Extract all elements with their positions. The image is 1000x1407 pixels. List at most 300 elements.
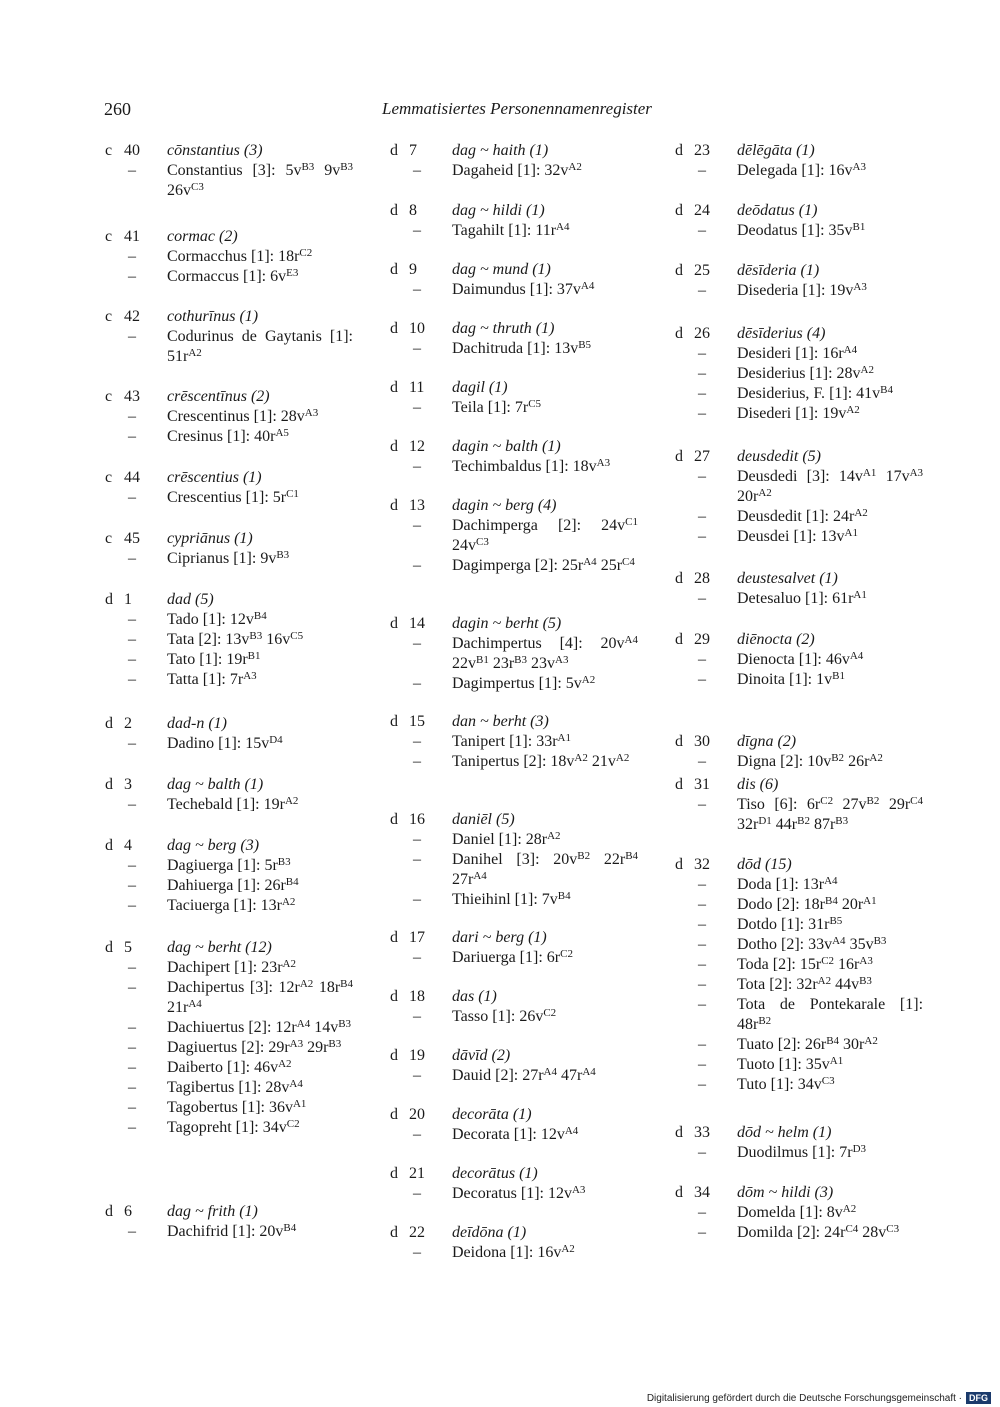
form-text: Techebald [1]: $19r^{A2}$ — [167, 795, 299, 813]
form-text: Tuto [1]: $34v^{C3}$ — [737, 1075, 835, 1093]
entry-form — [105, 549, 355, 569]
folio-superscript: A2 — [817, 975, 832, 987]
index-entry — [390, 810, 640, 910]
form-dash: – — [128, 408, 136, 425]
folio-superscript: B4 — [826, 1035, 840, 1047]
folio-superscript: C5 — [290, 630, 304, 642]
entry-lemma: crēscentius (1) — [167, 469, 262, 486]
form-text: Tado [1]: $12v^{B4}$ — [167, 610, 267, 628]
entry-lemma: decorāta (1) — [452, 1106, 532, 1123]
form-text: Teila [1]: $7r^{C5}$ — [452, 398, 542, 416]
entry-letter: d — [390, 929, 398, 946]
entry-letter: c — [105, 142, 113, 159]
index-entry — [675, 775, 925, 835]
form-dash: – — [128, 611, 136, 628]
entry-number: 44 — [124, 469, 140, 486]
entry-form — [675, 752, 925, 772]
index-entry — [675, 1183, 925, 1243]
folio-superscript: A2 — [568, 161, 582, 173]
entry-letter: d — [675, 325, 683, 342]
entry-headword — [390, 810, 640, 830]
form-dash: – — [128, 897, 136, 914]
entry-lemma: dag ~ hildi (1) — [452, 202, 545, 219]
entry-form — [105, 734, 355, 754]
folio-superscript: A1 — [844, 527, 858, 539]
folio-superscript: E3 — [286, 267, 299, 279]
index-entry — [390, 1105, 640, 1145]
form-text: Tiso [6]: $6r^{C2}$ $27v^{B2}$ $29r^{C4}$ $32r^{D1}$ $44r^{B2}$ $87r^{B3}$ — [737, 795, 923, 833]
folio-superscript: A4 — [556, 221, 570, 233]
form-text: Domelda [1]: $8v^{A2}$ — [737, 1203, 857, 1221]
entry-form — [675, 364, 925, 384]
index-entry — [105, 590, 355, 690]
folio-superscript: B2 — [758, 1015, 772, 1027]
entry-form — [390, 398, 640, 418]
folio-superscript: B3 — [301, 161, 315, 173]
entry-lemma: cypriānus (1) — [167, 530, 253, 547]
entry-number: 27 — [694, 448, 710, 465]
entry-lemma: dag ~ berht (12) — [167, 939, 272, 956]
form-dash: – — [413, 1067, 421, 1084]
form-dash: – — [698, 345, 706, 362]
entry-lemma: dag ~ berg (3) — [167, 837, 260, 854]
form-text: Dariuerga [1]: $6r^{C2}$ — [452, 948, 573, 966]
folio-superscript: B4 — [285, 876, 299, 888]
entry-lemma: dan ~ berht (3) — [452, 713, 549, 730]
entry-letter: d — [390, 1224, 398, 1241]
folio-superscript: B3 — [328, 1038, 342, 1050]
entry-number: 16 — [409, 811, 425, 828]
entry-lemma: deustesalvet (1) — [737, 570, 838, 587]
form-text: Danihel [3]: $20v^{B2}$ $22r^{B4}$ $27r^{A4}$ — [452, 850, 639, 888]
folio-superscript: A4 — [296, 1018, 311, 1030]
entry-letter: d — [105, 837, 113, 854]
folio-superscript: A3 — [289, 1038, 304, 1050]
entry-number: 19 — [409, 1047, 425, 1064]
entry-number: 21 — [409, 1165, 425, 1182]
entry-headword — [675, 261, 925, 281]
form-dash: – — [698, 956, 706, 973]
page-number: 260 — [104, 99, 131, 119]
entry-number: 2 — [124, 715, 132, 732]
entry-headword — [390, 201, 640, 221]
entry-letter: d — [390, 320, 398, 337]
index-entry — [675, 569, 925, 609]
entry-form — [105, 488, 355, 508]
entry-headword — [675, 324, 925, 344]
entry-form — [675, 1203, 925, 1223]
entry-form — [675, 467, 925, 507]
entry-form — [390, 457, 640, 477]
entry-form — [675, 670, 925, 690]
index-entry — [675, 324, 925, 424]
form-text: Disederia [1]: $19v^{A3}$ — [737, 281, 867, 299]
entry-letter: d — [675, 1124, 683, 1141]
entry-letter: d — [105, 776, 113, 793]
footer-credit — [647, 1392, 991, 1404]
folio-superscript: A4 — [849, 650, 864, 662]
entry-letter: d — [675, 631, 683, 648]
folio-superscript: B1 — [852, 221, 866, 233]
index-entry — [105, 387, 355, 447]
entry-headword — [675, 447, 925, 467]
entry-number: 8 — [409, 202, 417, 219]
index-entry — [390, 260, 640, 300]
index-entry — [105, 307, 355, 367]
entry-number: 40 — [124, 142, 140, 159]
folio-superscript: D4 — [269, 734, 283, 746]
form-text: Tanipertus [2]: $18v^{A2}$ $21v^{A2}$ — [452, 752, 630, 770]
folio-superscript: A4 — [188, 998, 202, 1010]
entry-letter: d — [390, 1165, 398, 1182]
index-entry — [390, 1223, 640, 1263]
form-text: Duodilmus [1]: $7r^{D3}$ — [737, 1143, 867, 1161]
entry-lemma: dagin ~ berht (5) — [452, 615, 562, 632]
index-entry — [105, 714, 355, 754]
entry-number: 43 — [124, 388, 140, 405]
form-dash: – — [128, 1039, 136, 1056]
entry-form — [105, 896, 355, 916]
entry-headword — [105, 775, 355, 795]
entry-form — [675, 1035, 925, 1055]
footer-text: Digitalisierung gefördert durch die Deutsche Forschungsgemeinschaft · — [646, 1392, 962, 1404]
form-text: Dodo [2]: $18r^{B4}$ $20r^{A1}$ — [737, 895, 877, 913]
entry-headword — [105, 468, 355, 488]
folio-superscript: C1 — [625, 516, 638, 528]
form-dash: – — [698, 508, 706, 525]
folio-superscript: B3 — [338, 1018, 352, 1030]
folio-superscript: B5 — [578, 339, 592, 351]
form-dash: – — [413, 1244, 421, 1261]
folio-superscript: A1 — [862, 467, 877, 479]
entry-number: 25 — [694, 262, 710, 279]
form-dash: – — [128, 979, 136, 996]
form-text: Digna [2]: $10v^{B2}$ $26r^{A2}$ — [737, 752, 883, 770]
entry-letter: d — [675, 448, 683, 465]
entry-form — [675, 1075, 925, 1095]
form-text: Tuoto [1]: $35v^{A1}$ — [737, 1055, 844, 1073]
entry-letter: d — [105, 591, 113, 608]
entry-lemma: dad-n (1) — [167, 715, 227, 732]
folio-superscript: C2 — [821, 955, 835, 967]
entry-headword — [390, 496, 640, 516]
entry-number: 33 — [694, 1124, 710, 1141]
entry-number: 9 — [409, 261, 417, 278]
form-text: Dachimpertus [4]: $20v^{A4}$ $22v^{B1}$ $23r^{B3}$ $23v^{A3}$ — [452, 634, 638, 672]
entry-letter: d — [675, 262, 683, 279]
form-text: Desideri [1]: $16r^{A4}$ — [737, 344, 858, 362]
entry-form — [390, 850, 640, 890]
form-text: Dachipertus [3]: $12r^{A2}$ $18r^{B4}$ $21r^{A4}$ — [167, 978, 354, 1016]
entry-headword — [390, 1164, 640, 1184]
index-entry — [675, 630, 925, 690]
form-dash: – — [413, 635, 421, 652]
index-entry — [105, 468, 355, 508]
entry-letter: d — [390, 1106, 398, 1123]
entry-letter: d — [675, 142, 683, 159]
entry-form — [390, 161, 640, 181]
entry-form — [675, 589, 925, 609]
index-entry — [390, 201, 640, 241]
form-dash: – — [698, 1056, 706, 1073]
entry-lemma: deusdedit (5) — [737, 448, 821, 465]
folio-superscript: C3 — [191, 181, 204, 193]
entry-form — [390, 556, 640, 576]
entry-number: 13 — [409, 497, 425, 514]
entry-number: 42 — [124, 308, 140, 325]
folio-superscript: A2 — [842, 1203, 857, 1215]
folio-superscript: B3 — [277, 856, 291, 868]
folio-superscript: C1 — [286, 488, 299, 500]
entry-number: 11 — [409, 379, 425, 396]
entry-headword — [675, 1123, 925, 1143]
form-dash: – — [128, 1099, 136, 1116]
folio-superscript: A3 — [852, 161, 866, 173]
entry-number: 24 — [694, 202, 710, 219]
folio-superscript: B4 — [340, 978, 354, 990]
entry-letter: d — [675, 776, 683, 793]
folio-superscript: A2 — [864, 1035, 878, 1047]
entry-form — [105, 1038, 355, 1058]
form-dash: – — [413, 281, 421, 298]
folio-superscript: A4 — [824, 875, 838, 887]
form-text: Tato [1]: $19r^{B1}$ — [167, 650, 261, 668]
entry-form — [390, 1125, 640, 1145]
entry-lemma: crēscentīnus (2) — [167, 388, 270, 405]
entry-letter: d — [105, 1203, 113, 1220]
entry-letter: d — [390, 1047, 398, 1064]
folio-superscript: B3 — [276, 549, 290, 561]
entry-lemma: dēlēgāta (1) — [737, 142, 815, 159]
form-dash: – — [698, 405, 706, 422]
form-text: Tota de Pontekarale [1]: $48r^{B2}$ — [737, 996, 924, 1033]
index-entry — [390, 1046, 640, 1086]
entry-form — [390, 634, 640, 674]
form-dash: – — [698, 1144, 706, 1161]
folio-superscript: C3 — [476, 536, 489, 548]
entry-letter: d — [390, 438, 398, 455]
entry-number: 4 — [124, 837, 132, 854]
form-dash: – — [698, 1204, 706, 1221]
index-entry — [390, 1164, 640, 1204]
folio-superscript: A3 — [243, 670, 257, 682]
entry-letter: d — [390, 811, 398, 828]
form-dash: – — [698, 796, 706, 813]
folio-superscript: A1 — [863, 895, 877, 907]
entry-form — [390, 1243, 640, 1263]
entry-form — [105, 247, 355, 267]
form-text: Desiderius, F. [1]: $41v^{B4}$ — [737, 384, 894, 402]
entry-form — [105, 1222, 355, 1242]
entry-headword — [675, 201, 925, 221]
entry-form — [390, 1066, 640, 1086]
folio-superscript: B1 — [832, 670, 845, 682]
form-dash: – — [413, 1008, 421, 1025]
entry-number: 7 — [409, 142, 417, 159]
entry-letter: d — [390, 988, 398, 1005]
entry-lemma: dēsīderia (1) — [737, 262, 820, 279]
entry-lemma: decorātus (1) — [452, 1165, 538, 1182]
entry-headword — [105, 141, 355, 161]
form-text: Thieihinl [1]: $7v^{B4}$ — [452, 890, 571, 908]
folio-superscript: B1 — [247, 650, 261, 662]
form-text: Deodatus [1]: $35v^{B1}$ — [737, 221, 866, 239]
entry-form — [675, 384, 925, 404]
entry-headword — [390, 1046, 640, 1066]
folio-superscript: A2 — [615, 752, 630, 764]
form-dash: – — [128, 550, 136, 567]
folio-superscript: A4 — [583, 556, 597, 568]
entry-form — [105, 958, 355, 978]
entry-number: 23 — [694, 142, 710, 159]
form-dash: – — [413, 891, 421, 908]
folio-superscript: B3 — [835, 815, 849, 827]
entry-lemma: dēsīderius (4) — [737, 325, 826, 342]
folio-superscript: A2 — [282, 958, 296, 970]
form-dash: – — [413, 851, 421, 868]
entry-letter: d — [675, 570, 683, 587]
index-entry — [390, 378, 640, 418]
entry-headword — [390, 614, 640, 634]
entry-lemma: dagin ~ berg (4) — [452, 497, 557, 514]
entry-headword — [105, 590, 355, 610]
form-dash: – — [698, 896, 706, 913]
folio-superscript: C2 — [560, 948, 573, 960]
folio-superscript: A2 — [299, 978, 314, 990]
entry-lemma: dagil (1) — [452, 379, 508, 396]
entry-form — [390, 339, 640, 359]
entry-headword — [105, 227, 355, 247]
folio-superscript: B3 — [340, 161, 354, 173]
form-dash: – — [698, 936, 706, 953]
entry-form — [390, 221, 640, 241]
folio-superscript: A2 — [758, 487, 772, 499]
form-text: Dotho [2]: $33v^{A4}$ $35v^{B3}$ — [737, 935, 887, 953]
form-text: Deusdei [1]: $13v^{A1}$ — [737, 527, 858, 545]
entry-number: 45 — [124, 530, 140, 547]
entry-letter: d — [390, 615, 398, 632]
entry-form — [390, 890, 640, 910]
form-text: Dagimperga [2]: $25r^{A4}$ $25r^{C4}$ — [452, 556, 635, 574]
index-entry — [105, 775, 355, 815]
folio-superscript: B2 — [866, 795, 880, 807]
form-text: Doda [1]: $13r^{A4}$ — [737, 875, 838, 893]
entry-headword — [390, 1105, 640, 1125]
entry-form — [675, 875, 925, 895]
folio-superscript: A3 — [555, 654, 569, 666]
index-entry — [105, 1202, 355, 1242]
form-text: Crescentinus [1]: $28v^{A3}$ — [167, 407, 319, 425]
form-dash: – — [128, 248, 136, 265]
form-dash: – — [128, 1119, 136, 1136]
form-text: Tasso [1]: $26v^{C2}$ — [452, 1007, 557, 1025]
form-text: Decorata [1]: $12v^{A4}$ — [452, 1125, 579, 1143]
form-text: Dagiuerga [1]: $5r^{B3}$ — [167, 856, 291, 874]
form-text: Deusdedi [3]: $14v^{A1}$ $17v^{A3}$ $20r^{A2}$ — [737, 467, 924, 505]
entry-letter: c — [105, 308, 113, 325]
folio-superscript: B2 — [797, 815, 810, 827]
folio-superscript: A2 — [188, 347, 202, 359]
entry-number: 20 — [409, 1106, 425, 1123]
entry-headword — [105, 836, 355, 856]
index-entry — [390, 141, 640, 181]
entry-form — [675, 527, 925, 547]
folio-superscript: B4 — [253, 610, 267, 622]
index-entry — [105, 227, 355, 287]
entry-number: 5 — [124, 939, 132, 956]
entry-form — [675, 935, 925, 955]
form-text: Cormacchus [1]: $18r^{C2}$ — [167, 247, 313, 265]
entry-lemma: dag ~ thruth (1) — [452, 320, 555, 337]
entry-form — [105, 856, 355, 876]
entry-form — [675, 1223, 925, 1243]
form-dash: – — [413, 675, 421, 692]
entry-lemma: cormac (2) — [167, 228, 238, 245]
folio-superscript: A4 — [843, 344, 858, 356]
form-text: Dachitruda [1]: $13v^{B5}$ — [452, 339, 592, 357]
entry-headword — [105, 529, 355, 549]
entry-form — [105, 161, 355, 201]
form-dash: – — [698, 468, 706, 485]
folio-superscript: B4 — [625, 850, 639, 862]
folio-superscript: A3 — [859, 955, 873, 967]
entry-form — [675, 1143, 925, 1163]
index-entry — [675, 1123, 925, 1163]
entry-form — [675, 795, 925, 835]
entry-form — [390, 1007, 640, 1027]
entry-form — [105, 327, 355, 367]
folio-superscript: B3 — [514, 654, 528, 666]
entry-letter: d — [675, 1184, 683, 1201]
entry-lemma: deīdōna (1) — [452, 1224, 527, 1241]
folio-superscript: A5 — [275, 427, 289, 439]
entry-letter: c — [105, 530, 113, 547]
form-dash: – — [128, 857, 136, 874]
folio-superscript: A2 — [284, 795, 299, 807]
entry-number: 41 — [124, 228, 140, 245]
entry-letter: c — [105, 388, 113, 405]
form-dash: – — [698, 671, 706, 688]
form-text: Tanipert [1]: $33r^{A1}$ — [452, 732, 571, 750]
entry-form — [105, 795, 355, 815]
form-text: Daiberto [1]: $46v^{A2}$ — [167, 1058, 292, 1076]
form-dash: – — [413, 222, 421, 239]
form-text: Detesaluo [1]: $61r^{A1}$ — [737, 589, 867, 607]
folio-superscript: A3 — [304, 407, 319, 419]
folio-superscript: A4 — [289, 1078, 303, 1090]
folio-superscript: A1 — [557, 732, 571, 744]
form-text: Tatta [1]: $7r^{A3}$ — [167, 670, 257, 688]
entry-headword — [675, 855, 925, 875]
entry-letter: d — [390, 379, 398, 396]
entry-form — [675, 895, 925, 915]
entry-form — [105, 630, 355, 650]
entry-number: 32 — [694, 856, 710, 873]
folio-superscript: A2 — [854, 507, 868, 519]
entry-headword — [675, 141, 925, 161]
folio-superscript: C3 — [821, 1075, 835, 1087]
entry-form — [105, 670, 355, 690]
folio-superscript: A4 — [624, 634, 638, 646]
entry-lemma: dagin ~ balth (1) — [452, 438, 561, 455]
entry-letter: c — [105, 228, 113, 245]
entry-headword — [390, 928, 640, 948]
entry-form — [105, 610, 355, 630]
form-dash: – — [128, 1019, 136, 1036]
entry-headword — [390, 1223, 640, 1243]
folio-superscript: A2 — [281, 896, 296, 908]
entry-number: 17 — [409, 929, 425, 946]
